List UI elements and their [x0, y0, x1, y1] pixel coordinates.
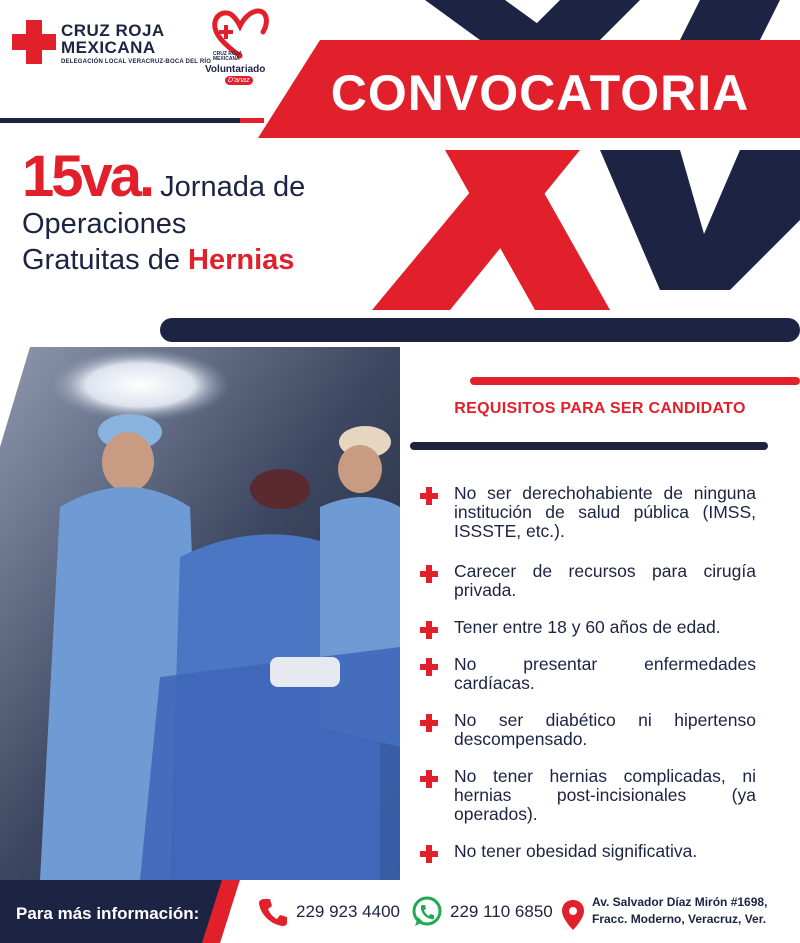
requirement-item	[420, 655, 756, 693]
title-line1: Jornada de	[160, 171, 306, 203]
header-rule-navy	[0, 118, 240, 123]
surgery-team-photo	[0, 347, 400, 880]
title-highlight: Hernias	[188, 244, 295, 276]
org-delegation: DELEGACIÓN LOCAL VERACRUZ-BOCA DEL RÍO	[61, 59, 212, 65]
requirement-item	[420, 562, 756, 600]
footer	[0, 880, 800, 943]
org-name	[61, 22, 165, 56]
org-name-line2: MEXICANA	[61, 38, 156, 57]
red-cross-icon	[420, 770, 438, 788]
red-cross-icon	[420, 658, 438, 676]
red-cross-icon	[420, 487, 438, 505]
requirement-text: Carecer de recursos para cirugía privada.	[454, 561, 756, 600]
volunteer-logo	[203, 8, 277, 84]
title-line3-prefix: Gratuitas de	[22, 244, 189, 276]
requirement-text: No ser diabético ni hipertenso descompensado.	[454, 710, 756, 749]
org-name-line1: CRUZ ROJA	[61, 21, 165, 40]
address	[592, 894, 767, 928]
requirement-text: No ser derechohabiente de ninguna institución de salud pública (IMSS, ISSSTE, etc.).	[454, 483, 756, 541]
requirements-list	[420, 484, 756, 861]
title-underline-bar	[160, 318, 800, 342]
requirement-item	[420, 767, 756, 824]
edition-number: 15va.	[22, 144, 153, 209]
red-cross-icon	[420, 565, 438, 583]
x-stroke-top-right	[520, 0, 640, 40]
phone-contact[interactable]	[256, 892, 400, 932]
title-line2: Operaciones	[22, 208, 187, 240]
v-stroke-top	[680, 0, 780, 40]
red-cross-icon	[420, 714, 438, 732]
requirement-item	[420, 484, 756, 541]
phone-number: 229 923 4400	[296, 902, 400, 921]
address-line2: Fracc. Moderno, Veracruz, Ver.	[592, 912, 767, 926]
location-pin-icon	[562, 900, 584, 930]
requirement-text: Tener entre 18 y 60 años de edad.	[454, 617, 721, 637]
header-rule-red	[240, 118, 264, 123]
requirement-item	[420, 842, 756, 861]
red-cross-icon	[12, 20, 56, 64]
red-cross-icon	[420, 845, 438, 863]
req-top-rule	[470, 377, 800, 385]
requirement-text: No tener hernias complicadas, ni hernias post-incisionales (ya operados).	[454, 766, 756, 824]
req-bottom-rule	[410, 442, 768, 450]
volunteer-label: Voluntariado	[205, 64, 266, 75]
phone-icon	[256, 895, 290, 929]
requirement-item	[420, 711, 756, 749]
requirement-text: No presentar enfermedades cardíacas.	[454, 654, 756, 693]
address-line1: Av. Salvador Díaz Mirón #1698,	[592, 895, 768, 909]
convocatoria-title: CONVOCATORIA	[330, 65, 750, 121]
volunteer-badge: D'anaz	[225, 76, 253, 85]
requirement-text: No tener obesidad significativa.	[454, 841, 698, 861]
requirement-item	[420, 618, 756, 637]
footer-label: Para más información:	[16, 904, 200, 923]
requirements-heading: REQUISITOS PARA SER CANDIDATO	[454, 400, 746, 417]
whatsapp-contact[interactable]	[410, 892, 553, 932]
event-title	[22, 144, 382, 278]
whatsapp-number: 229 110 6850	[450, 902, 553, 921]
red-cross-icon	[420, 621, 438, 639]
volunteer-mini-org: CRUZ ROJA MEXICANA	[213, 51, 242, 62]
whatsapp-icon	[410, 895, 444, 929]
